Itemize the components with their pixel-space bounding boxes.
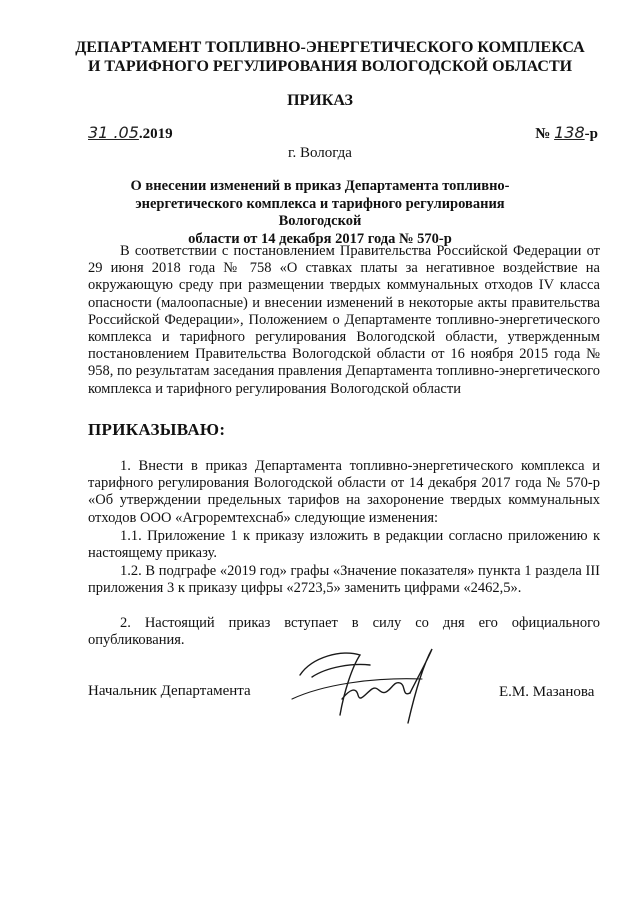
subject-line-2: энергетического комплекса и тарифного регулирования Вологодской: [135, 195, 505, 229]
subject-line-1: О внесении изменений в приказ Департамента топливно-: [130, 178, 510, 194]
department-header: [60, 38, 600, 76]
order-number: [535, 123, 598, 143]
order-date: [88, 123, 173, 143]
number-suffix: -р: [584, 126, 598, 142]
doc-type-title: ПРИКАЗ: [287, 92, 353, 109]
date-year: .2019: [138, 126, 173, 142]
subject-line-3: области от 14 декабря 2017 года № 570-р: [188, 230, 452, 247]
number-prefix: №: [535, 126, 551, 142]
city: г. Вологда: [288, 145, 352, 161]
signer-position: Начальник Департамента: [88, 683, 251, 699]
department-line-2: И ТАРИФНОГО РЕГУЛИРОВАНИЯ ВОЛОГОДСКОЙ ОБЛАСТИ: [87, 58, 573, 75]
signer-name: Е.М. Мазанова: [499, 684, 595, 700]
number-handwritten: 138: [554, 123, 585, 142]
item-1: 1. Внести в приказ Департамента топливно-энергетического комплекса и тарифного регулирования Вологодской области от 14 декабря 2017 года № 570-р «Об утверждении предельных тарифов на захоронение твердых коммунальных отходов ООО «Агроремтехснаб» следующие изменения:: [88, 458, 600, 526]
item-2: 2. Настоящий приказ вступает в силу со дня его официального опубликования.: [88, 615, 600, 649]
handwritten-signature: [282, 637, 447, 727]
item-1-2: 1.2. В подграфе «2019 год» графы «Значение показателя» пункта 1 раздела III приложения 3 к приказу цифры «2723,5» заменить цифрами «2462,5».: [88, 563, 600, 597]
basis-paragraph: В соответствии с постановлением Правительства Российской Федерации от 29 июня 2018 года № 758 «О ставках платы за негативное воздействие на окружающую среду при размещении твердых коммунальных отходов IV класса опасности (малоопасные) и внесении изменений в некоторые акты правительства Российской Федерации», Положением о Департаменте топливно-энергетического комплекса и тарифного регулирования Вологодской области, утвержденным постановлением Правительства Вологодской области от 16 ноября 2015 года № 958, по результатам заседания правления Департамента топливно-энергетического комплекса и тарифного регулирования Вологодской области: [88, 243, 600, 397]
item-1-1: 1.1. Приложение 1 к приказу изложить в редакции согласно приложению к настоящему приказу.: [88, 528, 600, 562]
date-handwritten: 31 .05: [88, 123, 139, 142]
department-line-1: ДЕПАРТАМЕНТ ТОПЛИВНО-ЭНЕРГЕТИЧЕСКОГО КОМПЛЕКСА: [75, 39, 585, 56]
order-subject: [95, 178, 545, 248]
orders-word: ПРИКАЗЫВАЮ:: [88, 420, 226, 439]
